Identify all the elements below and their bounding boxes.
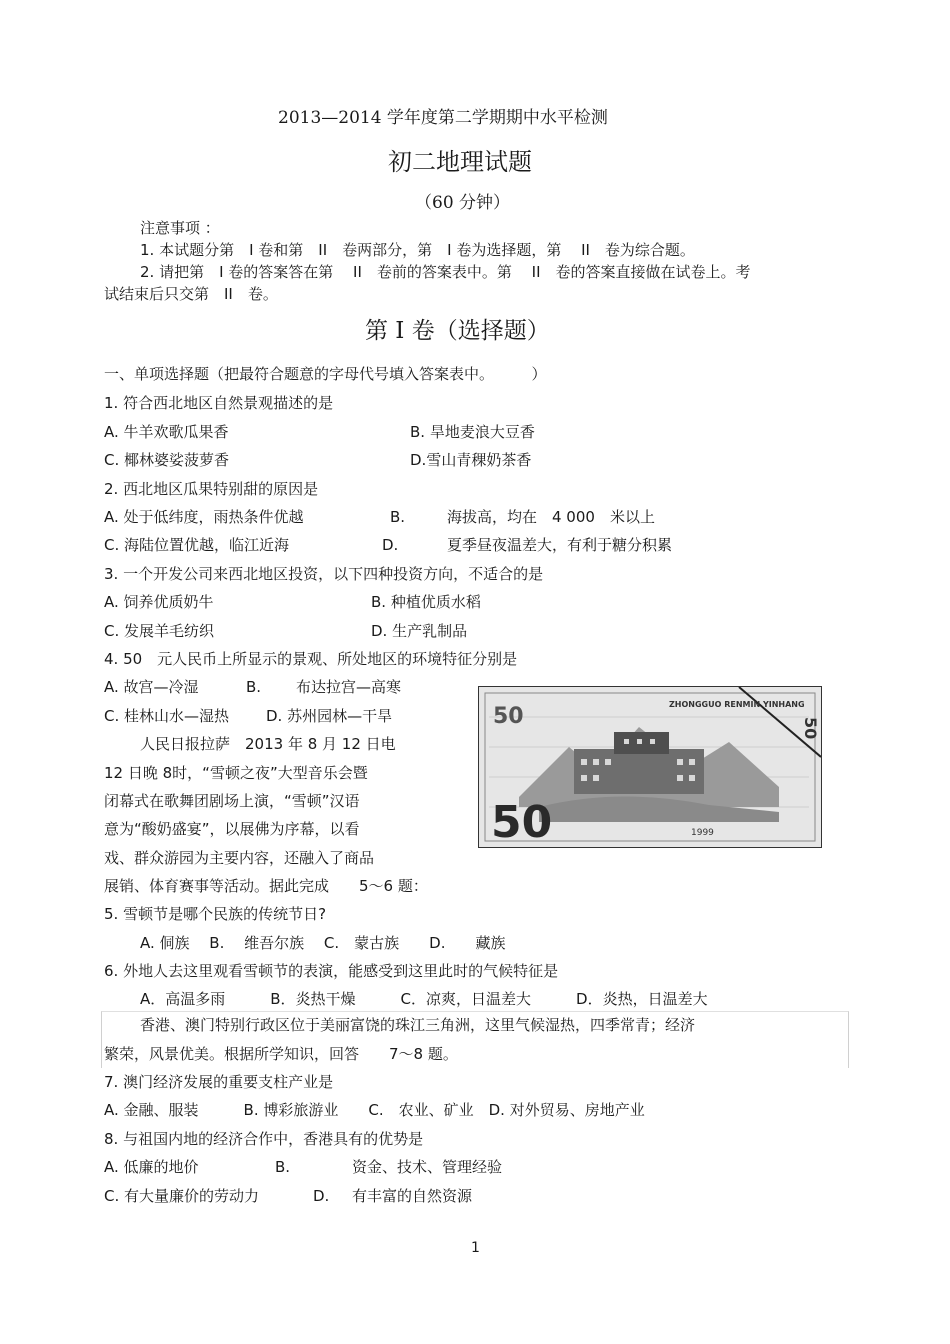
passage-1-line-2: 12 日晚 8时，“雪顿之夜”大型音乐会暨: [104, 764, 368, 782]
question-4-option-b: 布达拉宫—高寒: [296, 678, 402, 696]
question-8-option-b: 资金、技术、管理经验: [352, 1158, 503, 1176]
passage-1-line-5: 戏、群众游园为主要内容，还融入了商品: [104, 849, 375, 867]
banknote-denomination-large: 50: [491, 797, 553, 847]
question-4-option-d: D. 苏州园林—干旱: [266, 707, 393, 725]
question-1-stem: 1. 符合西北地区自然景观描述的是: [104, 394, 334, 412]
question-5-options: A. 侗族 B. 维吾尔族 C. 蒙古族 D. 藏族: [140, 934, 506, 952]
question-1-option-a: A. 牛羊欢歌瓜果香: [104, 423, 229, 441]
section-title: 第 I 卷（选择题）: [365, 318, 550, 344]
question-2-option-b: 海拔高，均在 4 000 米以上: [447, 508, 655, 526]
question-7-options: A. 金融、服装 B. 博彩旅游业 C. 农业、矿业 D. 对外贸易、房地产业: [104, 1101, 645, 1119]
question-3-option-c: C. 发展羊毛纺织: [104, 622, 215, 640]
question-8-option-b-label: B.: [275, 1158, 291, 1176]
question-4-option-b-label: B.: [246, 678, 262, 696]
banknote-denomination-small: 50: [493, 704, 524, 729]
question-6-stem: 6. 外地人去这里观看雪顿节的表演，能感受到这里此时的气候特征是: [104, 962, 559, 980]
question-2-option-b-label: B.: [390, 508, 406, 526]
question-1-option-b: B. 旱地麦浪大豆香: [410, 423, 535, 441]
question-2-option-d: 夏季昼夜温差大，有利于糖分积累: [447, 536, 673, 554]
exam-title: 初二地理试题: [388, 148, 532, 176]
question-8-stem: 8. 与祖国内地的经济合作中，香港具有的优势是: [104, 1130, 424, 1148]
passage-2-line-2: 繁荣，风景优美。根据所学知识，回答 7～8 题。: [104, 1045, 458, 1063]
question-2-option-a: A. 处于低纬度，雨热条件优越: [104, 508, 304, 526]
question-5-stem: 5. 雪顿节是哪个民族的传统节日?: [104, 905, 327, 923]
notes-item-2-line-1: 2. 请把第 I 卷的答案答在第 II 卷前的答案表中。第 II 卷的答案直接做在试卷上。考: [140, 263, 751, 281]
banknote-denomination-vertical: 50: [801, 717, 820, 740]
passage-1-line-6: 展销、体育赛事等活动。据此完成 5～6 题：: [104, 877, 428, 895]
question-8-option-c: C. 有大量廉价的劳动力: [104, 1187, 260, 1205]
question-4-option-a: A. 故宫—冷湿: [104, 678, 199, 696]
banknote-potala-palace-image: [478, 686, 822, 848]
passage-2-line-1: 香港、澳门特别行政区位于美丽富饶的珠江三角洲，这里气候湿热，四季常青；经济: [140, 1016, 696, 1034]
question-1-option-d: D.雪山青稞奶茶香: [410, 451, 532, 469]
question-1-option-c: C. 椰林婆娑菠萝香: [104, 451, 230, 469]
part-heading: 一、单项选择题（把最符合题意的字母代号填入答案表中。 ）: [104, 365, 547, 383]
passage-1-line-4: 意为“酸奶盛宴”，以展佛为序幕，以看: [104, 820, 360, 838]
question-8-option-d: 有丰富的自然资源: [352, 1187, 473, 1205]
notes-item-2-line-2: 试结束后只交第 II 卷。: [104, 285, 278, 303]
question-2-option-c: C. 海陆位置优越，临江近海: [104, 536, 290, 554]
banknote-bank-text: ZHONGGUO RENMIN YINHANG: [669, 700, 805, 709]
question-3-option-b: B. 种植优质水稻: [371, 593, 481, 611]
question-2-stem: 2. 西北地区瓜果特别甜的原因是: [104, 480, 319, 498]
question-3-stem: 3. 一个开发公司来西北地区投资，以下四种投资方向，不适合的是: [104, 565, 544, 583]
question-7-stem: 7. 澳门经济发展的重要支柱产业是: [104, 1073, 334, 1091]
question-4-option-c: C. 桂林山水—湿热: [104, 707, 230, 725]
banknote-year: 1999: [691, 828, 714, 838]
question-2-option-d-label: D.: [382, 536, 399, 554]
exam-term: 2013—2014 学年度第二学期期中水平检测: [278, 108, 608, 128]
passage-1-line-3: 闭幕式在歌舞团剧场上演，“雪顿”汉语: [104, 792, 360, 810]
page-number: 1: [471, 1240, 480, 1256]
question-6-options: A．高温多雨 B．炎热干燥 C．凉爽，日温差大 D．炎热，日温差大: [140, 990, 708, 1008]
question-3-option-a: A. 饲养优质奶牛: [104, 593, 214, 611]
question-4-stem: 4. 50 元人民币上所显示的景观、所处地区的环境特征分别是: [104, 650, 518, 668]
notes-heading: 注意事项 ：: [140, 219, 220, 237]
passage-1-line-1: 人民日报拉萨 2013 年 8 月 12 日电: [140, 735, 396, 753]
question-3-option-d: D. 生产乳制品: [371, 622, 468, 640]
exam-duration: （60 分钟）: [415, 193, 511, 213]
question-8-option-d-label: D.: [313, 1187, 330, 1205]
question-8-option-a: A. 低廉的地价: [104, 1158, 199, 1176]
notes-item-1: 1. 本试题分第 I 卷和第 II 卷两部分，第 I 卷为选择题，第 II 卷为综合题。: [140, 241, 695, 259]
